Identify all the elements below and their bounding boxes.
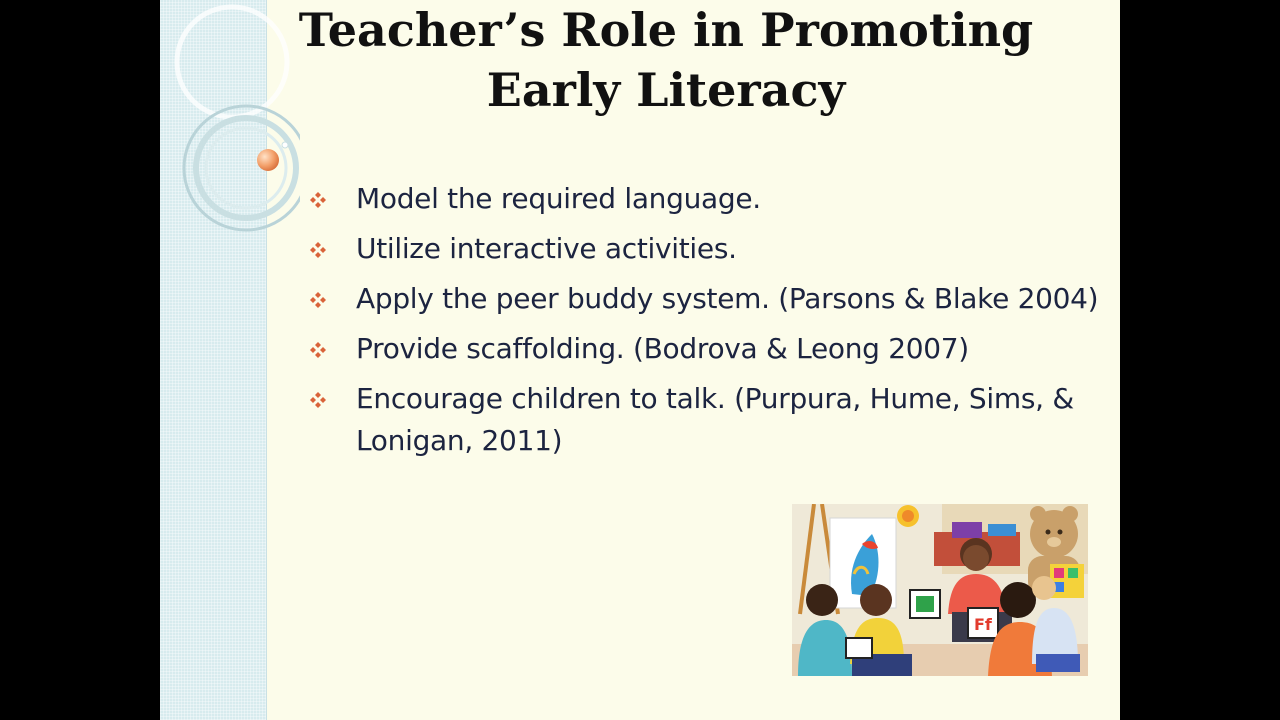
bullet-text: Encourage children to talk. (Purpura, Hume, Sims, & Lonigan, 2011) xyxy=(356,382,1074,457)
four-diamond-bullet-icon xyxy=(309,341,327,359)
bullet-text: Provide scaffolding. (Bodrova & Leong 2007) xyxy=(356,332,969,365)
bullet-list xyxy=(306,178,1106,470)
four-diamond-bullet-icon xyxy=(309,241,327,259)
classroom-photo xyxy=(792,504,1088,676)
four-diamond-bullet-icon xyxy=(309,391,327,409)
bullet-text: Model the required language. xyxy=(356,182,761,215)
bullet-text: Utilize interactive activities. xyxy=(356,232,737,265)
bullet-item xyxy=(306,278,1106,320)
svg-text:Ff: Ff xyxy=(974,615,992,634)
bullet-item xyxy=(306,378,1106,462)
bullet-item xyxy=(306,328,1106,370)
teacher-reading-illustration-icon xyxy=(792,504,1088,676)
bullet-item xyxy=(306,178,1106,220)
four-diamond-bullet-icon xyxy=(309,191,327,209)
slide-title: Teacher’s Role in Promoting Early Literacy xyxy=(298,3,1034,117)
bullet-item xyxy=(306,228,1106,270)
bullet-text: Apply the peer buddy system. (Parsons & Blake 2004) xyxy=(356,282,1099,315)
slide xyxy=(160,0,1120,720)
four-diamond-bullet-icon xyxy=(309,291,327,309)
